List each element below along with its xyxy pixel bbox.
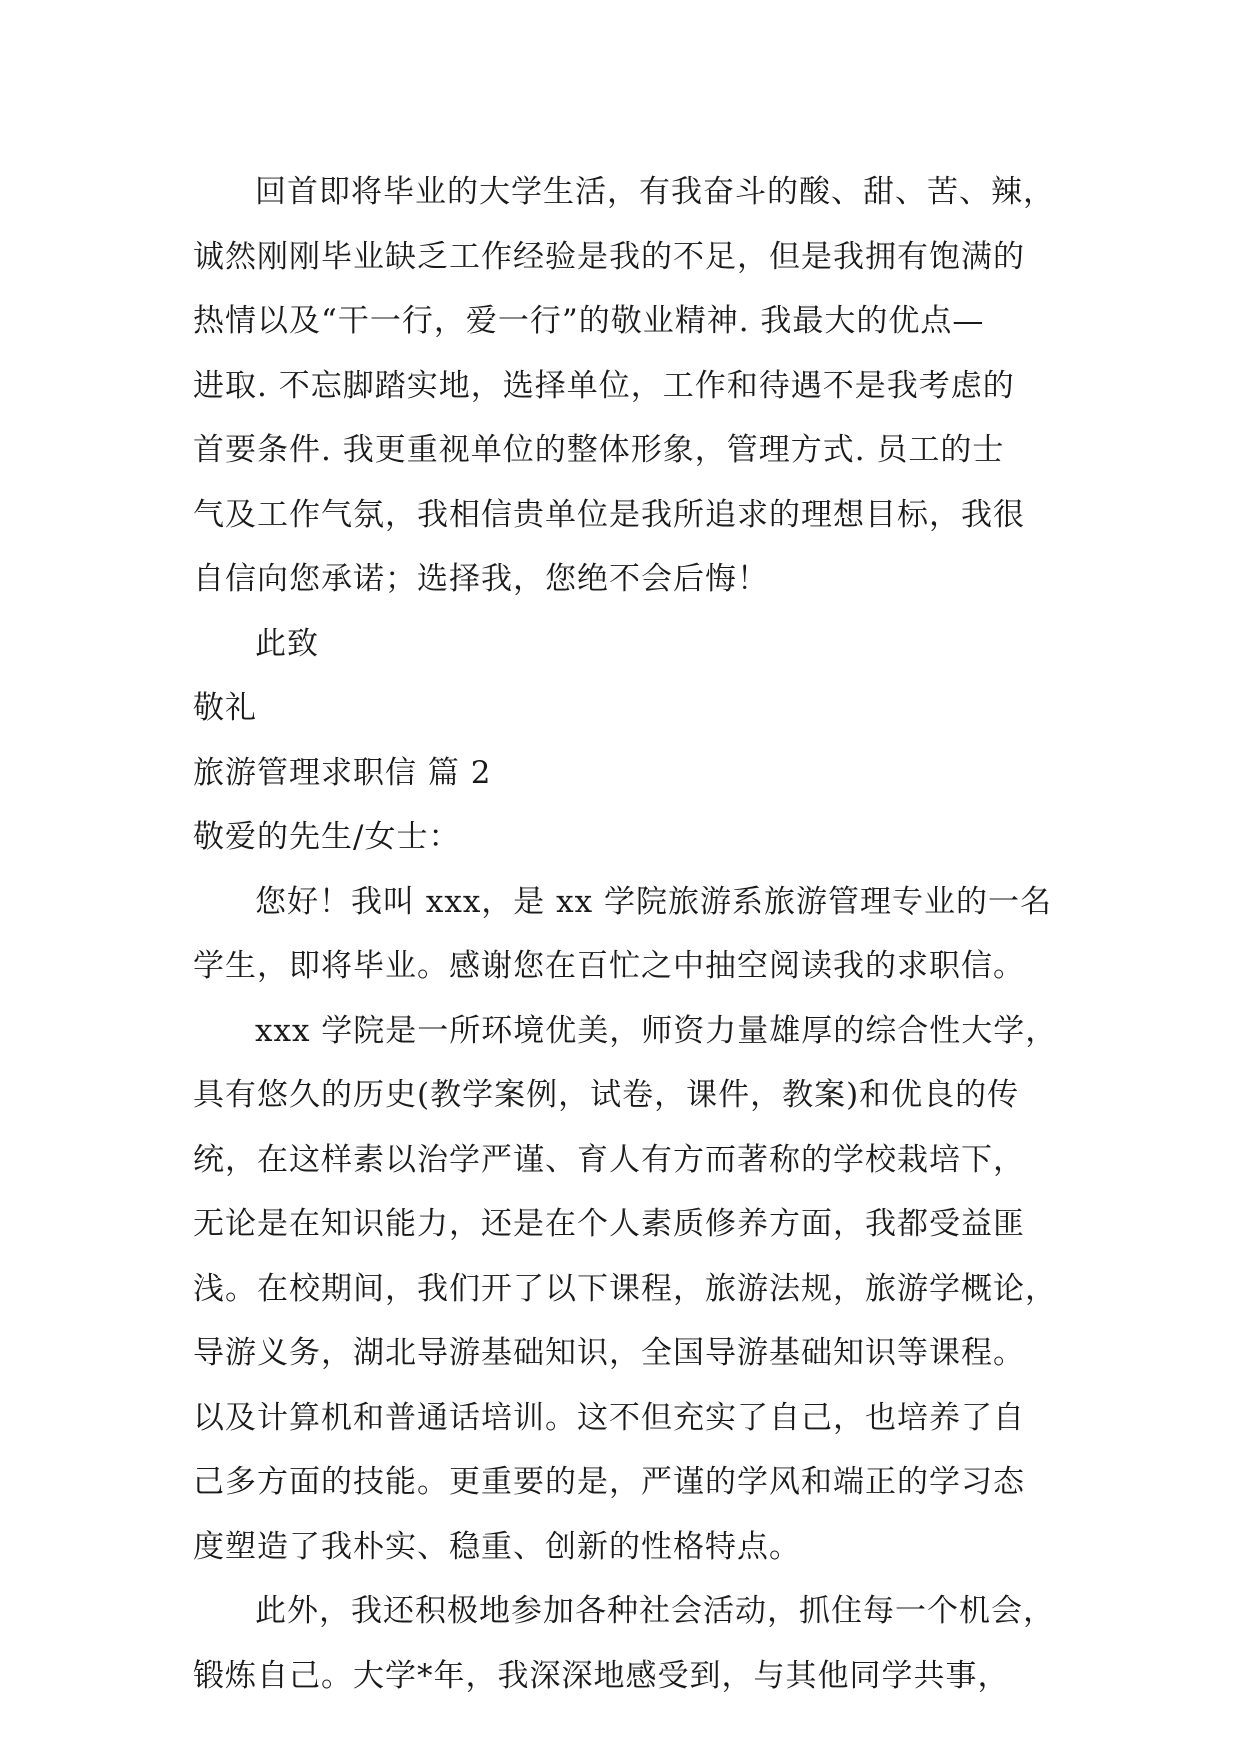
text-line: 进取. 不忘脚踏实地，选择单位，工作和待遇不是我考虑的 — [193, 367, 1015, 404]
paragraph-1 — [193, 160, 1053, 612]
text-line: 己多方面的技能。更重要的是，严谨的学风和端正的学习态 — [193, 1464, 1025, 1500]
paragraph-3 — [193, 999, 1058, 1580]
text-line: 统，在这样素以治学严谨、育人有方而著称的学校栽培下， — [193, 1141, 1025, 1178]
closing-line-2: 敬礼 — [193, 690, 257, 726]
text-line: 以及计算机和普通话培训。这不但充实了自己，也培养了自 — [193, 1399, 1025, 1436]
text-line: 导游义务，湖北导游基础知识，全国导游基础知识等课程。 — [193, 1335, 1025, 1371]
text-line: 气及工作气氛，我相信贵单位是我所追求的理想目标，我很 — [193, 496, 1025, 533]
text-line: 此外，我还积极地参加各种社会活动，抓住每一个机会， — [255, 1593, 1055, 1629]
text-line: 回首即将毕业的大学生活，有我奋斗的酸、甜、苦、辣， — [255, 174, 1055, 210]
text-line: 浅。在校期间，我们开了以下课程，旅游法规，旅游学概论， — [193, 1270, 1057, 1307]
text-line: 诚然刚刚毕业缺乏工作经验是我的不足，但是我拥有饱满的 — [193, 238, 1025, 275]
closing-line-1: 此致 — [255, 625, 319, 662]
text-line: 首要条件. 我更重视单位的整体形象，管理方式. 员工的士 — [193, 432, 1005, 468]
text-line: 自信向您承诺；选择我，您绝不会后悔！ — [193, 561, 769, 597]
text-line: 具有悠久的历史(教学案例，试卷，课件，教案)和优良的传 — [193, 1077, 1020, 1113]
text-line: 度塑造了我朴实、稳重、创新的性格特点。 — [193, 1528, 801, 1565]
text-line: 热情以及“干一行，爱一行”的敬业精神. 我最大的优点— — [193, 303, 985, 339]
salutation: 敬爱的先生/女士： — [193, 819, 461, 855]
text-line: xxx 学院是一所环境优美，师资力量雄厚的综合性大学， — [255, 1012, 1058, 1049]
text-line: 无论是在知识能力，还是在个人素质修养方面，我都受益匪 — [193, 1206, 1025, 1242]
text-line: 您好！我叫 xxx，是 xx 学院旅游系旅游管理专业的一名 — [255, 883, 1052, 920]
text-line: 锻炼自己。大学*年，我深深地感受到，与其他同学共事， — [193, 1657, 1010, 1694]
paragraph-2 — [193, 870, 1053, 999]
paragraph-4 — [193, 1579, 1053, 1708]
text-line: 学生，即将毕业。感谢您在百忙之中抽空阅读我的求职信。 — [193, 948, 1025, 984]
document-page — [193, 160, 1058, 1708]
section-title: 旅游管理求职信 篇 2 — [193, 754, 492, 791]
